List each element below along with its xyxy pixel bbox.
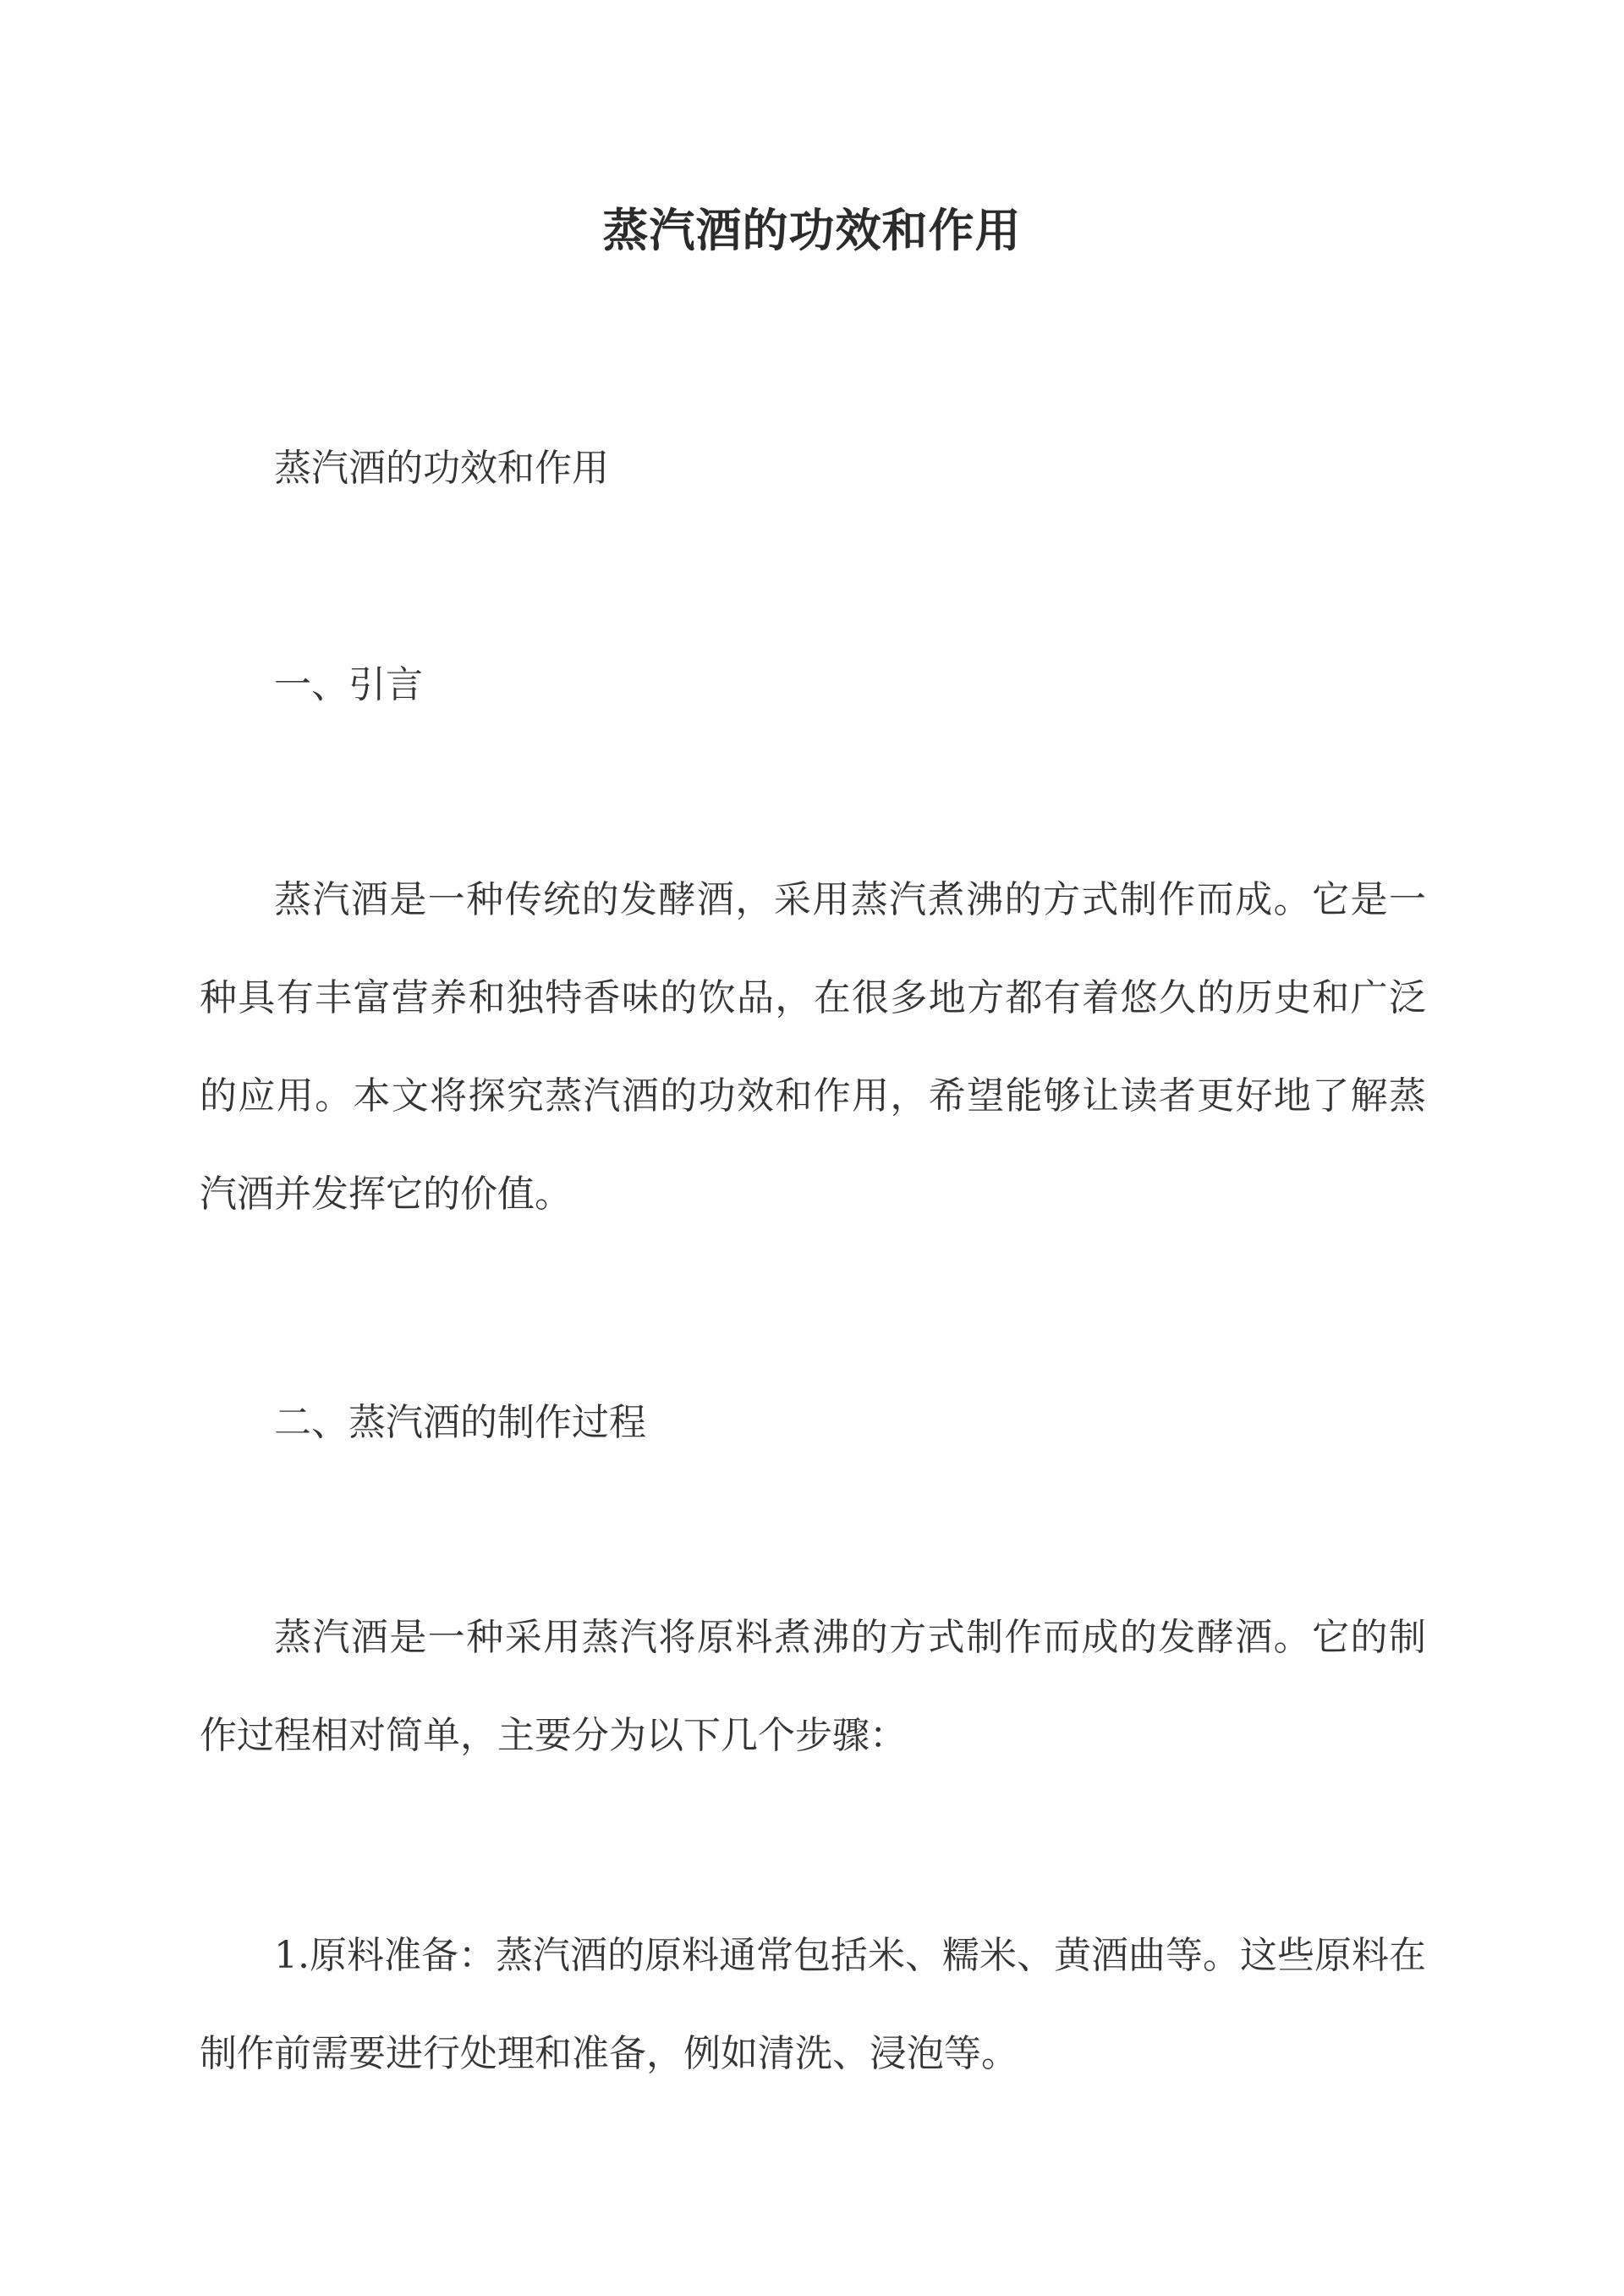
paragraph-process: 蒸汽酒是一种采用蒸汽将原料煮沸的方式制作而成的发酵酒。它的制作过程相对简单，主要分为以下几个步骤： [200, 1616, 1426, 1757]
section-heading-process: 二、蒸汽酒的制作过程 [274, 1401, 646, 1444]
list-item-step-1: 1.原料准备：蒸汽酒的原料通常包括米、糯米、黄酒曲等。这些原料在制作前需要进行处理和准备，例如清洗、浸泡等。 [200, 1934, 1426, 2075]
section-heading-intro: 一、引言 [274, 663, 423, 706]
document-title: 蒸汽酒的功效和作用 [602, 203, 1022, 257]
document-subtitle: 蒸汽酒的功效和作用 [274, 447, 609, 490]
paragraph-intro: 蒸汽酒是一种传统的发酵酒，采用蒸汽煮沸的方式制作而成。它是一种具有丰富营养和独特香味的饮品，在很多地方都有着悠久的历史和广泛的应用。本文将探究蒸汽酒的功效和作用，希望能够让读者更好地了解蒸汽酒并发挥它的价值。 [200, 878, 1426, 1216]
